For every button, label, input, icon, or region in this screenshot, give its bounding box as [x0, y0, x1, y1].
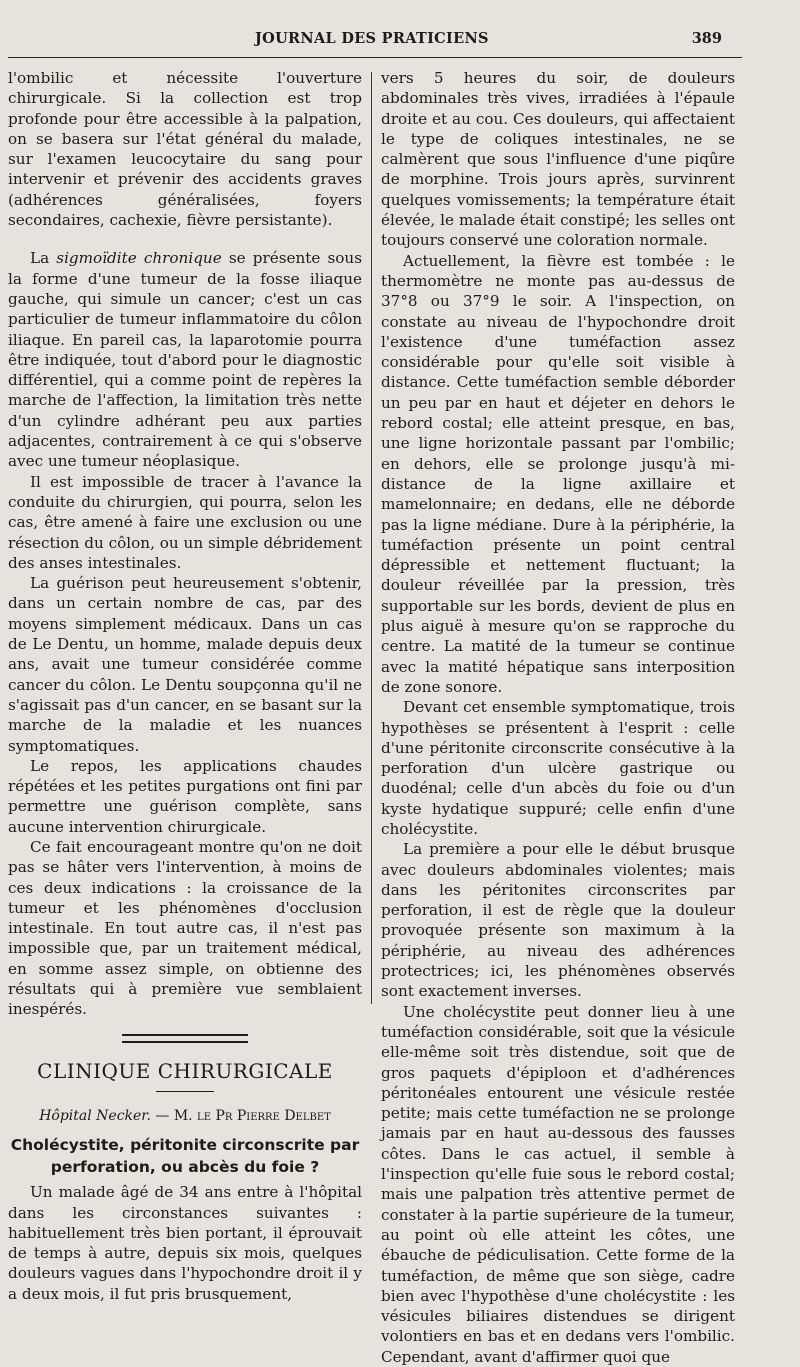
paragraph: l'ombilic et nécessite l'ouverture chirurgicale. Si la collection est trop profonde pour être accessible à la palpation, on se basera sur l'état général du malade, sur l'examen leucocytaire du sang pour intervenir et prévenir des accidents graves (adhérences généralisées, foyers secondaires, cachexie, fièvre persistante).: [8, 69, 362, 230]
case-title: Cholécystite, péritonite circonscrite par perforation, ou abcès du foie ?: [10, 1136, 360, 1177]
section-title: CLINIQUE CHIRURGICALE: [37, 1058, 333, 1083]
paragraph-sigmoidite: La sigmoïdite chronique se présente sous la forme d'une tumeur de la fosse iliaque gauche, qui simule un cancer; c'est un cas particulier de tumeur inflammatoire du côlon iliaque. En pareil cas, la laparotomie pourra être indiquée, tout d'abord pour le diagnostic différentiel, qui a comme point de repères la marche de l'affection, la limitation très nette d'un cylindre adhérant peu aux parties adjacentes, contrairement à ce qui s'observe avec une tumeur néoplasique.: [8, 249, 362, 471]
running-header: [0, 27, 800, 51]
column-divider: [371, 72, 372, 1004]
paragraph: Actuellement, la fièvre est tombée : le thermomètre ne monte pas au-dessus de 37°8 ou 37°9 le soir. A l'inspection, on constate au niveau de l'hypochondre droit l'existence d'une tuméfaction assez considérable pour qu'elle soit visible à distance. Cette tuméfaction semble déborder un peu par en haut et déjeter en dehors le rebord costal; elle atteint presque, en bas, une ligne horizontale passant par l'ombilic; en dehors, elle se prolonge jusqu'à mi-distance de la ligne axillaire et mamelonnaire; en dedans, elle ne déborde pas la ligne médiane. Dure à la périphérie, la tuméfaction présente un point central dépressible et nettement fluctuant; la douleur réveillée par la pression, très supportable sur les bords, devient de plus en plus aiguë à mesure qu'on se rapproche du centre. La matité de la tumeur se continue avec la matité hépatique sans interposition de zone sonore.: [381, 251, 735, 696]
paragraph: Devant cet ensemble symptomatique, trois hypothèses se présentent à l'esprit : celle d'une péritonite circonscrite consécutive à la perforation d'un ulcère gastrique ou duodénal; celle d'un abcès du foie ou d'un kyste hydatique suppuré; celle enfin d'une cholécystite.: [381, 698, 735, 838]
journal-title: JOURNAL DES PRATICIENS: [255, 30, 489, 47]
paragraph: vers 5 heures du soir, de douleurs abdominales très vives, irradiées à l'épaule droite et au cou. Ces douleurs, qui affectaient le type de coliques intestinales, ne se calmèrent que sous l'influence d'une piqûre de morphine. Trois jours après, survinrent quelques vomissements; la température était élevée, le malade était constipé; les selles ont toujours conservé une coloration normale.: [381, 69, 735, 250]
right-column: [381, 68, 735, 1366]
header-rule: [8, 57, 742, 58]
paragraph: Le repos, les applications chaudes répétées et les petites purgations ont fini par permettre une guérison complète, sans aucune intervention chirurgicale.: [8, 756, 362, 836]
paragraph: Il est impossible de tracer à l'avance la conduite du chirurgien, qui pourra, selon les cas, être amené à faire une exclusion ou une résection du côlon, ou un simple débridement des anses intestinales.: [8, 472, 362, 572]
section-short-rule: [156, 1091, 214, 1092]
paragraph: Un malade âgé de 34 ans entre à l'hôpital dans les circonstances suivantes : habituellement très bien portant, il éprouvait de temps à autre, depuis six mois, quelques douleurs vagues dans l'hypochondre droit il y a deux mois, il fut pris brusquement,: [8, 1183, 362, 1303]
paragraph: La première a pour elle le début brusque avec douleurs abdominales violentes; mais dans les péritonites circonscrites par perforation, il est de règle que la douleur provoquée présente son maximum à la périphérie, au niveau des adhérences protectrices; ici, les phénomènes observés sont exactement inverses.: [381, 840, 735, 1001]
paragraph: Ce fait encourageant montre qu'on ne doit pas se hâter vers l'intervention, à moins de ces deux indications : la croissance de la tumeur et les phénomènes d'occlusion intestinale. En tout autre cas, il n'est pas impossible que, par un traitement médical, en somme assez simple, on obtienne des résultats qui à première vue semblaient inespérés.: [8, 837, 362, 1019]
paragraph: La guérison peut heureusement s'obtenir, dans un certain nombre de cas, par des moyens simplement médicaux. Dans un cas de Le Dentu, un homme, malade depuis deux ans, avait une tumeur considérée comme cancer du côlon. Le Dentu soupçonna qu'il ne s'agissait pas d'un cancer, en se basant sur la marche de la maladie et les nuances symptomatiques.: [8, 574, 362, 755]
left-column: [8, 68, 362, 1303]
section-double-rule: [122, 1034, 248, 1043]
paragraph: Une cholécystite peut donner lieu à une tuméfaction considérable, soit que la vésicule elle-même soit très distendue, soit que de gros paquets d'épiploon et d'adhérences péritonéales entourent une vésicule restée petite; mais cette tuméfaction ne se prolonge jamais par en haut au-dessous des fausses côtes. Dans le cas actuel, il semble à l'inspection qu'elle fuie sous le rebord costal; mais une palpation très attentive permet de constater à la partie supérieure de la tumeur, au point où elle atteint les côtes, une ébauche de pédiculisation. Cette forme de la tuméfaction, de même que son siège, cadre bien avec l'hypothèse d'une cholécystite : les vésicules biliaires distendues se dirigent volontiers en bas et en dedans vers l'ombilic. Cependant, avant d'affirmer quoi que: [381, 1002, 735, 1366]
page-number: 389: [691, 30, 722, 47]
byline: Hôpital Necker. — M. le Pr Pierre Delbet: [39, 1107, 331, 1124]
